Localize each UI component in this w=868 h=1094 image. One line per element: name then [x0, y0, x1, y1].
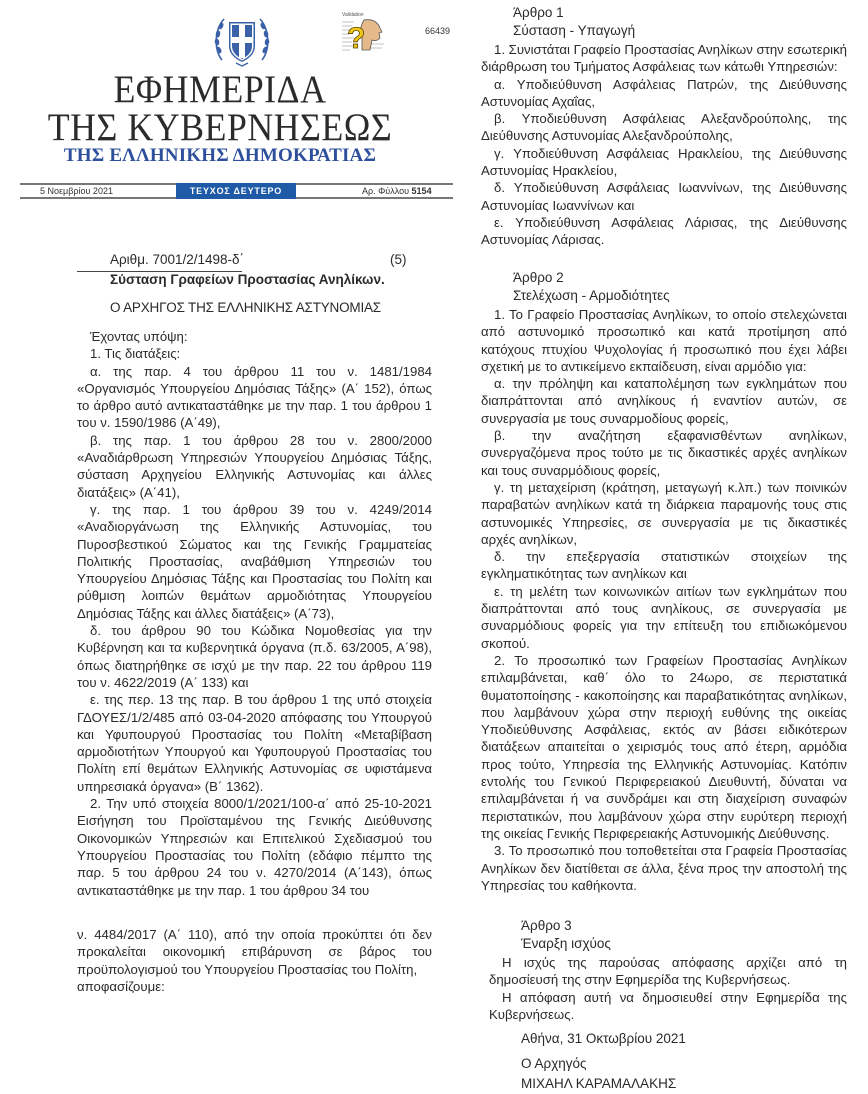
preamble-item1-heading: 1. Τις διατάξεις: [90, 346, 181, 362]
issuer-title: Ο ΑΡΧΗΓΟΣ ΤΗΣ ΕΛΛΗΝΙΚΗΣ ΑΣΤΥΝΟΜΙΑΣ [110, 300, 381, 315]
preamble-continued [77, 926, 432, 995]
signature-role: Ο Αρχηγός [521, 1056, 587, 1071]
issue-label: ΤΕΥΧΟΣ ΔΕΥΤΕΡΟ [176, 183, 296, 199]
decision-number: Αριθμ. 7001/2/1498-δ΄ [110, 252, 245, 267]
we-decide: αποφασίζουμε: [77, 978, 165, 994]
greek-coat-of-arms-icon [212, 10, 272, 70]
validation-stamp-icon [340, 10, 388, 60]
preamble-item2-continued: ν. 4484/2017 (Α΄ 110), από την οποία προκύπτει ότι δεν προκαλείται οικονομική επιβάρυνση σε βάρος του προϋπολογισμού του Υπουργείου Προστασίας του Πολίτη, [77, 927, 432, 977]
article-1-item-c: γ. Υποδιεύθυνση Ασφάλειας Ηρακλείου, της Διεύθυνσης Αστυνομίας Ηρακλείου, [481, 145, 847, 179]
article-2-item-a: α. την πρόληψη και καταπολέμηση των εγκλημάτων που διαπράττονται από ανηλίκους ή εναντίον αυτών, σε συνεργασία με τους συναρμοδίους φορείς, [481, 376, 847, 426]
preamble-item1-e: ε. της περ. 13 της παρ. Β του άρθρου 1 της υπό στοιχεία ΓΔΟΥΕΣ/1/2/485 από 03-04-2020 απόφασης του Υπουργού και Υφυπουργού Προστασίας του Πολίτη «Μεταβίβαση αρμοδιοτήτων Υπουργού και Υφυπουργού Προστασίας του Πολίτη επί θεμάτων Ελληνικής Αστυνομίας σε υφιστάμενα υπηρεσιακά όργανα» (Β΄ 1362). [77, 692, 432, 794]
preamble-item1-d: δ. του άρθρου 90 του Κώδικα Νομοθεσίας για την Κυβέρνηση και τα κυβερνητικά όργανα (π.δ. 63/2005, Α΄98), όπως διατηρήθηκε σε ισχύ με την παρ. 22 του άρθρου 119 του ν. 4622/2019 (Α΄ 133) και [77, 623, 432, 690]
article-1-item-e: ε. Υποδιεύθυνση Ασφάλειας Λάρισας, της Διεύθυνσης Αστυνομίας Λάρισας. [481, 214, 847, 248]
article-3-para-2: Η απόφαση αυτή να δημοσιευθεί στην Εφημερίδα της Κυβερνήσεως. [489, 989, 847, 1022]
article-1-item-d: δ. Υποδιεύθυνση Ασφάλειας Ιωαννίνων, της Διεύθυνσης Αστυνομίας Ιωαννίνων και [481, 180, 847, 213]
article-1-item-a: α. Υποδιεύθυνση Ασφάλειας Πατρών, της Διεύθυνσης Αστυνομίας Αχαΐας, [481, 76, 847, 109]
preamble-having-regard: Έχοντας υπόψη: [90, 329, 188, 344]
article-2-title: Στελέχωση - Αρμοδιότητες [513, 287, 670, 303]
decision-title: Σύσταση Γραφείων Προστασίας Ανηλίκων. [110, 272, 385, 287]
article-1-item-b: β. Υποδιεύθυνση Ασφάλειας Αλεξανδρούπολης, της Διεύθυνσης Αστυνομίας Αλεξανδρούπολης, [481, 111, 847, 144]
article-2-para-1: 1. Το Γραφείο Προστασίας Ανηλίκων, το οποίο στελεχώνεται από αστυνομικό προσωπικό και κατά προτίμηση από κατόχους πτυχίου Ψυχολογίας ή προσωπικό που έχει λάβει σχετική με το αντικείμενο εκπαίδευση, είναι αρμόδιο για: [481, 307, 847, 374]
sheet-label: Αρ. Φύλλου [362, 186, 410, 196]
issue-date: 5 Νοεμβρίου 2021 [40, 186, 113, 196]
article-2-item-d: δ. την επεξεργασία στατιστικών στοιχείων της εγκληματικότητας των ανηλίκων και [481, 549, 847, 582]
article-2 [481, 269, 847, 894]
article-2-item-b: β. την αναζήτηση εξαφανισθέντων ανηλίκων, συνεργαζόμενα προς τούτο με τις δικαστικές αρχές ανηλίκων και τους συναρμόδιους φορείς, [481, 428, 847, 478]
preamble [77, 328, 432, 899]
signature-name: ΜΙΧΑΗΛ ΚΑΡΑΜΑΛΑΚΗΣ [521, 1076, 677, 1091]
article-2-para-3: 3. Το προσωπικό που τοποθετείται στα Γραφεία Προστασίας Ανηλίκων δεν διατίθεται σε άλλα, ξένα προς την αποστολή της Υπηρεσίας του καθήκοντα. [481, 843, 847, 893]
article-3-number: Άρθρο 3 [521, 918, 572, 933]
article-3-title: Έναρξη ισχύος [521, 935, 611, 951]
article-1-para: 1. Συνιστάται Γραφείο Προστασίας Ανηλίκων στην εσωτερική διάρθρωση του Τμήματος Ασφάλειας των κάτωθι Υπηρεσιών: [481, 42, 847, 75]
article-2-number: Άρθρο 2 [513, 270, 564, 285]
article-1-number: Άρθρο 1 [513, 5, 564, 20]
sheet-number [362, 184, 432, 198]
preamble-item1-a: α. της παρ. 4 του άρθρου 11 του ν. 1481/1984 «Οργανισμός Υπουργείου Δημόσιας Τάξης» (Α΄ 152), όπως το άρθρο αυτό αντικαταστάθηκε με την παρ. 1 του άρθρου 1 του ν. 1590/1986 (Α΄49), [77, 363, 432, 431]
article-1 [481, 4, 847, 249]
gazette-title-line2: ΤΗΣ ΚΥΒΕΡΝΗΣΕΩΣ [47, 106, 393, 149]
article-3 [481, 917, 847, 1023]
preamble-item1-c: γ. της παρ. 1 του άρθρου 39 του ν. 4249/2014 «Αναδιοργάνωση της Ελληνικής Αστυνομίας, του Πυροσβεστικού Σώματος και της Γενικής Γραμματείας Πολιτικής Προστασίας, αναβάθμιση Υπηρεσιών του Υπουργείου Δημόσιας Τάξης και Προστασίας του Πολίτη και ρύθμιση λοιπών θεμάτων αρμοδιότητας Υπουργείου Δημόσιας Τάξης και άλλες διατάξεις» (Α΄73), [77, 501, 432, 621]
svg-text:?: ? [347, 22, 366, 55]
gazette-title-line1: ΕΦΗΜΕΡΙΔΑ [113, 68, 327, 111]
stamp-label: Validation [342, 12, 364, 18]
gazette-subtitle: ΤΗΣ ΕΛΛΗΝΙΚΗΣ ΔΗΜΟΚΡΑΤΙΑΣ [63, 145, 377, 166]
article-2-para-2: 2. Το προσωπικό των Γραφείων Προστασίας Ανηλίκων επιλαμβάνεται, καθ΄ όλο το 24ωρο, σε περιστατικά θυματοποίησης - κακοποίησης και παραβατικότητας ανηλίκων, που λαμβάνουν χώρα στην περιοχή ευθύνης της οικείας Υποδιεύθυνσης Ασφάλειας, εκτός αν βάσει ειδικότερων διατάξεων απαιτείται ο χειρισμός τους από έτερη, αρμόδια προς τούτο, Υπηρεσία της Ελληνικής Αστυνομίας. Κατόπιν εντολής του Γενικού Περιφερειακού Διευθυντή, δύναται να επιλαμβάνεται ή να συνδράμει και στη διαχείριση συναφών περιστατικών, που λαμβάνουν χώρα στην ευρύτερη περιοχή της οικείας Γενικής Περιφερειακής Αστυνομικής Διεύθυνσης. [481, 652, 847, 841]
preamble-item2: 2. Την υπό στοιχεία 8000/1/2021/100-α΄ από 25-10-2021 Εισήγηση του Προϊσταμένου της Γενικής Διεύθυνσης Οικονομικών Υπηρεσιών και Επιτελικού Σχεδιασμού του Υπουργείου Προστασίας του Πολίτη (εδάφιο πέμπτο της παρ. 5 του άρθρου 24 του ν. 4270/2014 (Α΄143), όπως αντικαταστάθηκε με την παρ. 1 του άρθρου 34 του [77, 796, 432, 898]
page-number: 66439 [425, 26, 451, 36]
decision-index: (5) [390, 252, 407, 267]
sheet-value: 5154 [411, 186, 432, 196]
signature-place-date: Αθήνα, 31 Οκτωβρίου 2021 [521, 1031, 686, 1046]
article-2-item-e: ε. τη μελέτη των κοινωνικών αιτίων των εγκλημάτων που διαπράττονται από τους ανηλίκους, σε συνεργασία με συναρμόδιους φορείς για την επίτευξη του επιδιωκόμενου σκοπού. [481, 583, 847, 651]
article-1-title: Σύσταση - Υπαγωγή [513, 22, 636, 38]
article-3-para-1: Η ισχύς της παρούσας απόφασης αρχίζει από τη δημοσίευσή της στην Εφημερίδα της Κυβερνήσεως. [489, 955, 847, 988]
preamble-item1-b: β. της παρ. 1 του άρθρου 28 του ν. 2800/2000 «Αναδιάρθρωση Υπηρεσιών Υπουργείου Δημόσιας Τάξης, σύσταση Αρχηγείου Ελληνικής Αστυνομίας και άλλες διατάξεις» (Α΄41), [77, 432, 432, 500]
article-2-item-c: γ. τη μεταχείριση (κράτηση, μεταγωγή κ.λπ.) των ποινικών παραβατών ανηλίκων κατά τη διάρκεια παραμονής τους στις αστυνομικές Υπηρεσίες, σε συνεργασία με τις δικαστικές αρχές ανηλίκων, [481, 479, 847, 547]
